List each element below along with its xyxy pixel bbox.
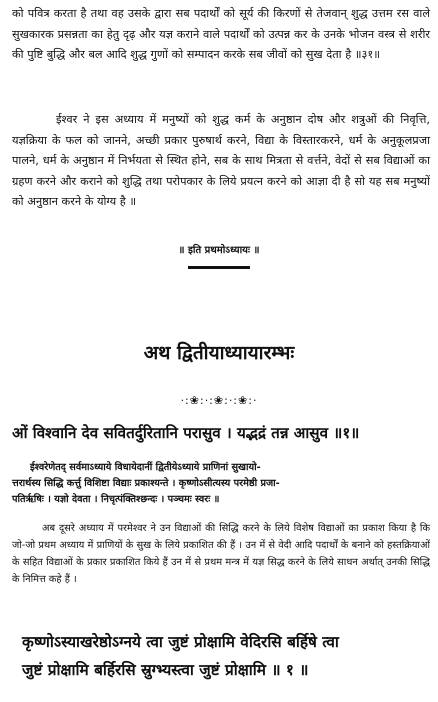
closing-verse-commentary: को पवित्र करता है तथा वह उसके द्वारा सब पदार्थों को सूर्य की किरणों से तेजवान् शुद्ध उत्तम रस वाले सुखकारक प्रसन्नता का हेतु दृढ़ और यज्ञ कराने वाले पदार्थों को उत्पन्न कर के उनके भोजन वस्त्र से शरीर की पुष्टि बुद्धि और बल आदि शुद्ध गुणों को सम्पादन करके सब जीवों को सुख देता है ॥३१॥	[12, 7, 430, 62]
section-divider-rule	[188, 266, 250, 269]
opening-mantra: ओं विश्वानि देव सवितर्दुरितानि परासुव । यद्भद्रं तन्न आसुव ॥१॥	[12, 424, 360, 442]
chapter-summary-paragraph: ईश्वर ने इस अध्याय में मनुष्यों को शुद्ध कर्म के अनुष्ठान दोष और शत्रुओं की निवृत्ति, यज्ञक्रिया के फल को जानने, अच्छी प्रकार पुरुषार्थ करने, विद्या के विस्तारकरने, धर्म के अनुकूलप्रजा पालने, धर्म के अनुष्ठान में निर्भयता से स्थित होने, सब के साथ मित्रता से वर्त्तने, वेदों से सब विद्याओं का ग्रहण करने और कराने को शुद्धि तथा परोपकार के लिये प्रयत्न करने को आज्ञा दी है सो यह सब मनुष्यों को अनुष्ठान करने के योग्य है ॥	[12, 113, 430, 209]
verse-line: जुष्टं प्रोक्षामि बर्हिरसि स्रुग्भ्यस्त्वा जुष्टं प्रोक्षामि ॥ १ ॥	[22, 661, 309, 679]
verse-line: कृष्णोऽस्याखरेष्ठोऽग्नये त्वा जुष्टं प्रोक्षामि वेदिरसि बर्हिषे त्वा	[22, 633, 339, 651]
sanskrit-preface-block	[12, 460, 430, 507]
ornament-divider: ·:❀:·:❀:·:❀:·	[180, 394, 258, 407]
preface-line: त्तरार्थस्य सिद्धि कर्त्तु विशिष्टा विद्याः प्रकाश्यन्ते । कृष्णोऽसीत्यस्य परमेष्ठी प्रजा-	[12, 477, 280, 489]
chapter-end-marker: ॥ इति प्रथमोऽध्यायः ॥	[178, 245, 260, 256]
explanation-paragraph: अब दूसरे अध्याय में परमेश्वर ने उन विद्याओं की सिद्धि करने के लिये विशेष विद्याओं का प्रकाश किया है कि जो-जो प्रथम अध्याय में प्राणियों के सुख के लिये प्रकाशित की हैं । उन में से वेदी आदि पदार्थों के बनाने को हस्तक्रियाओं के सहित विद्याओं के प्रकार प्रकाशित किये हैं उन में से प्रथम मन्त्र में यज्ञ सिद्ध करने के लिये साधन अर्थात् उनकी सिद्धि के निमित्त कहे हैं ।	[12, 523, 430, 585]
verse-mantra	[22, 628, 430, 684]
preface-line: ईश्वरेणेतद् सर्वमाऽध्याये विधायेदानीं द्वितीयेऽध्याये प्राणिनां सुखायो-	[30, 462, 261, 473]
preface-line: पतिर्ऋषिः । यज्ञो देवता । निचृत्पंक्तिश्छन्दः । पञ्चमः स्वरः ॥	[12, 493, 220, 505]
chapter-heading: अथ द्वितीयाध्यायारम्भः	[143, 342, 295, 364]
